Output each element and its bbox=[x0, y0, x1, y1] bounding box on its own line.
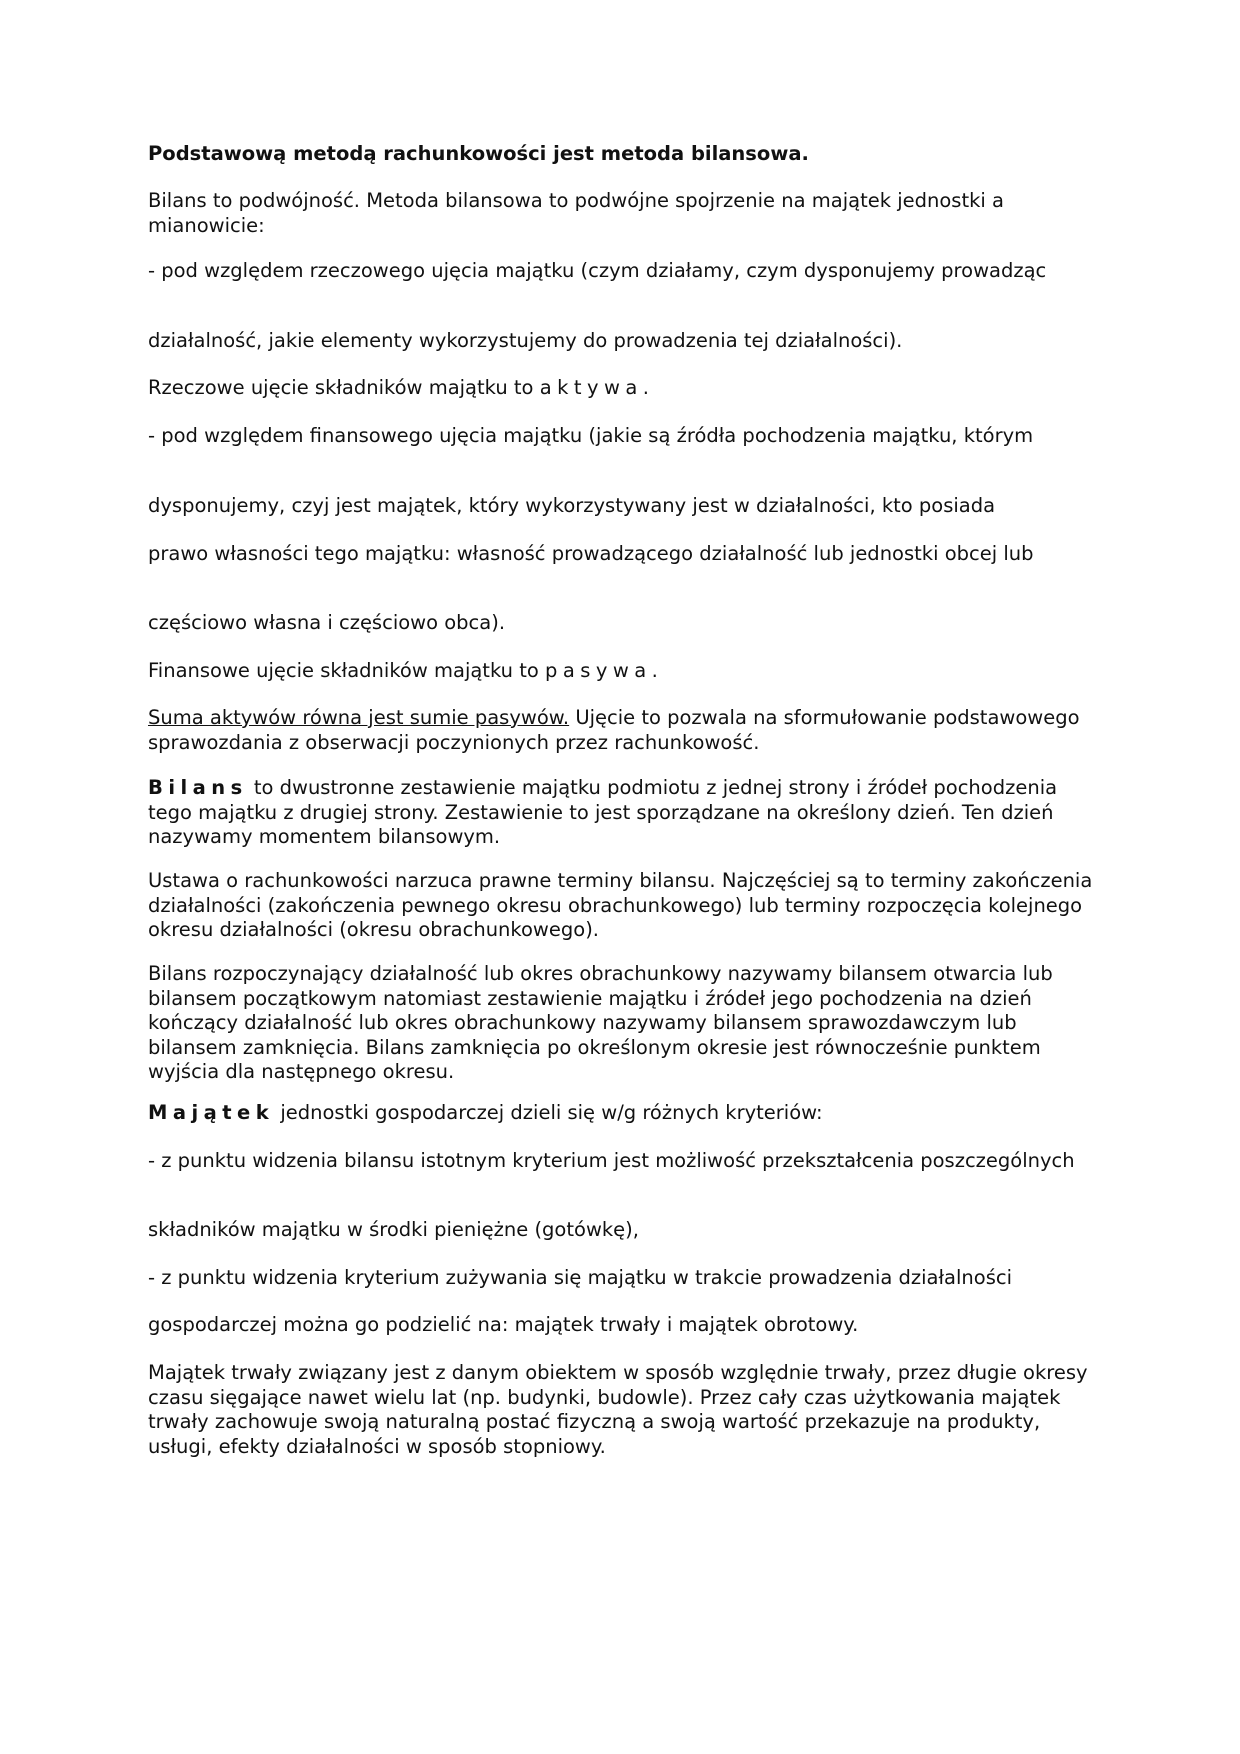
paragraph-rzeczowe-line2: działalność, jakie elementy wykorzystujemy do prowadzenia tej działalności). bbox=[148, 329, 903, 352]
paragraph-kryterium-line1: - z punktu widzenia bilansu istotnym kryterium jest możliwość przekształcenia poszczególnych bbox=[148, 1149, 1075, 1172]
bilans-term: Bilans bbox=[148, 776, 248, 799]
aktywa-suffix: . bbox=[642, 376, 649, 399]
paragraph-bilans-definition bbox=[148, 776, 1098, 850]
paragraph-aktywa bbox=[148, 376, 1098, 401]
majatek-rest: jednostki gospodarczej dzieli się w/g różnych kryteriów: bbox=[274, 1101, 823, 1124]
paragraph-zuzywanie-line2: gospodarczej można go podzielić na: majątek trwały i majątek obrotowy. bbox=[148, 1313, 859, 1336]
paragraph-finansowe-line2: dysponujemy, czyj jest majątek, który wykorzystywany jest w działalności, kto posiada bbox=[148, 494, 996, 517]
bilans-definition-rest: to dwustronne zestawienie majątku podmiotu z jednej strony i źródeł pochodzenia tego majątku z drugiej strony. Zestawienie to jest sporządzane na określony dzień. Ten dzień nazywamy momentem bilansowym. bbox=[148, 776, 1058, 848]
paragraph-zuzywanie-line1: - z punktu widzenia kryterium zużywania się majątku w trakcie prowadzenia działalności bbox=[148, 1266, 1013, 1289]
paragraph-bilans-podwojnosc: Bilans to podwójność. Metoda bilansowa to podwójne spojrzenie na majątek jednostki a mianowicie: bbox=[148, 189, 1004, 237]
pasywa-prefix: Finansowe ujęcie składników majątku to bbox=[148, 659, 545, 682]
pasywa-term: pasywa bbox=[544, 659, 652, 682]
paragraph-finansowe-line4: częściowo własna i częściowo obca). bbox=[148, 611, 506, 634]
document-title: Podstawową metodą rachunkowości jest metoda bilansowa. bbox=[148, 142, 809, 165]
paragraph-suma-aktywow bbox=[148, 706, 1098, 755]
suma-aktywow-rest: Ujęcie to pozwala na sformułowanie podstawowego sprawozdania z obserwacji poczynionych przez rachunkowość. bbox=[148, 706, 1080, 754]
paragraph-majatek bbox=[148, 1101, 1098, 1126]
paragraph-kryterium-line2: składników majątku w środki pieniężne (gotówkę), bbox=[148, 1218, 639, 1241]
suma-aktywow-underlined: Suma aktywów równa jest sumie pasywów. bbox=[148, 706, 570, 729]
paragraph-majatek-trwaly: Majątek trwały związany jest z danym obiektem w sposób względnie trwały, przez długie okresy czasu sięgające nawet wielu lat (np. budynki, budowle). Przez cały czas użytkowania majątek trwały zachowuje swoją naturalną postać fizyczną a swoją wartość przekazuje na produkty, usługi, efekty działalności w sposób stopniowy. bbox=[148, 1361, 1088, 1458]
majatek-term: Majątek bbox=[148, 1101, 275, 1124]
paragraph-ustawa: Ustawa o rachunkowości narzuca prawne terminy bilansu. Najczęściej są to terminy zakończenia działalności (zakończenia pewnego okresu obrachunkowego) lub terminy rozpoczęcia kolejnego okresu działalności (okresu obrachunkowego). bbox=[148, 869, 1093, 941]
paragraph-bilans-otwarcia: Bilans rozpoczynający działalność lub okres obrachunkowy nazywamy bilansem otwarcia lub bilansem początkowym natomiast zestawienie majątku i źródeł jego pochodzenia na dzień kończący działalność lub okres obrachunkowy nazywamy bilansem sprawozdawczym lub bilansem zamknięcia. Bilans zamknięcia po określonym okresie jest równocześnie punktem wyjścia dla następnego okresu. bbox=[148, 962, 1053, 1083]
paragraph-pasywa bbox=[148, 659, 1098, 684]
paragraph-finansowe-line1: - pod względem finansowego ujęcia majątku (jakie są źródła pochodzenia majątku, którym bbox=[148, 424, 1034, 447]
pasywa-suffix: . bbox=[651, 659, 658, 682]
paragraph-finansowe-line3: prawo własności tego majątku: własność prowadzącego działalność lub jednostki obcej lub bbox=[148, 542, 1034, 565]
aktywa-term: aktywa bbox=[539, 376, 643, 399]
aktywa-prefix: Rzeczowe ujęcie składników majątku to bbox=[148, 376, 540, 399]
paragraph-rzeczowe-line1: - pod względem rzeczowego ujęcia majątku (czym działamy, czym dysponujemy prowadząc bbox=[148, 259, 1047, 282]
